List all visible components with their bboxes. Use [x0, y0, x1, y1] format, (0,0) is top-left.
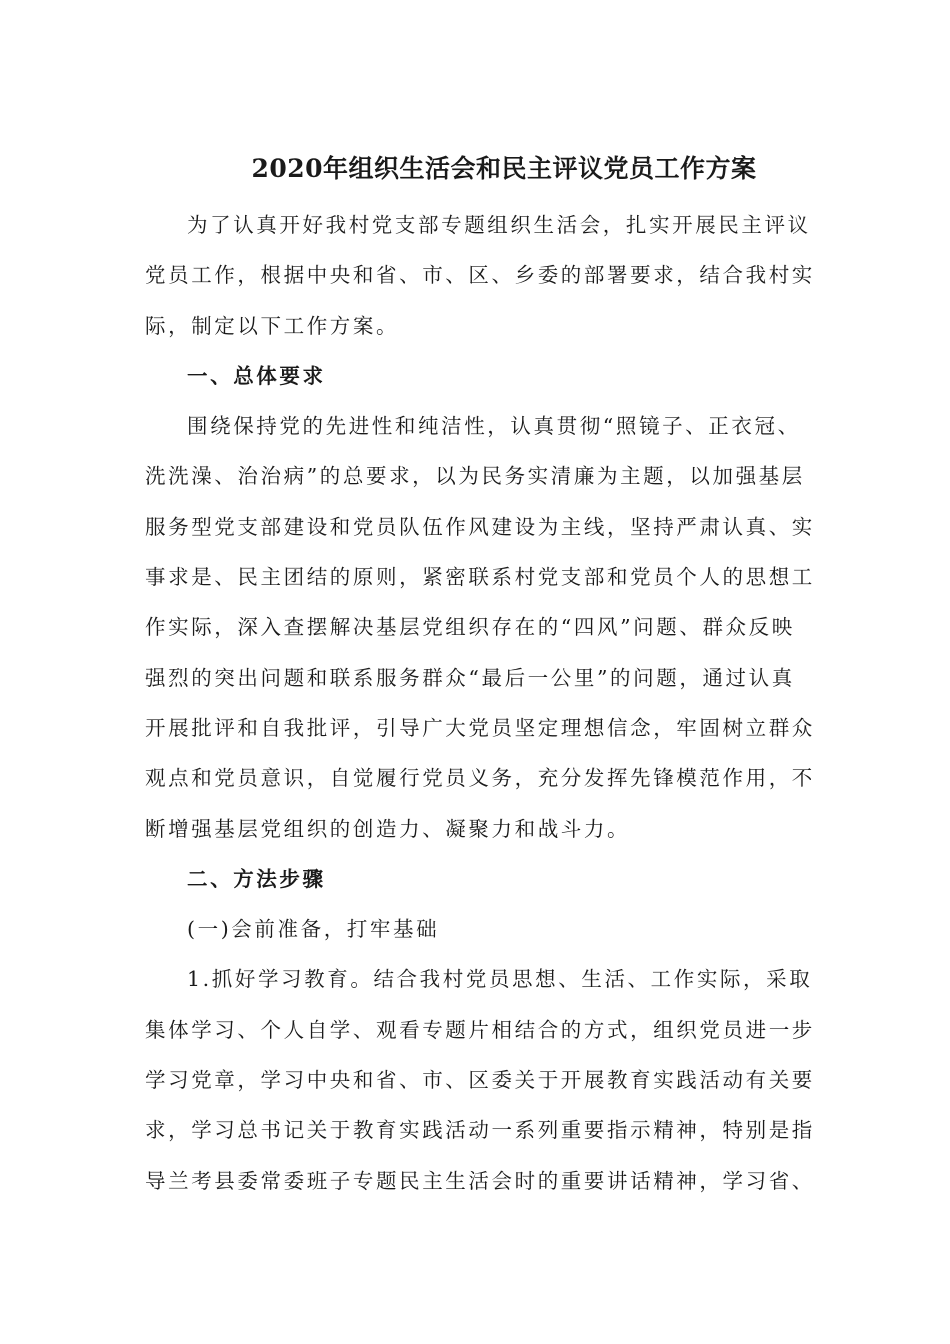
- paragraph-line: 断增强基层党组织的创造力、凝聚力和战斗力。: [145, 816, 631, 841]
- paragraph-line: 求，学习总书记关于教育实践活动一系列重要指示精神，特别是指: [145, 1118, 815, 1143]
- paragraph-line: 观点和党员意识，自觉履行党员义务，充分发挥先锋模范作用，不: [145, 766, 815, 791]
- paragraph-line: 1.抓好学习教育。结合我村党员思想、生活、工作实际，采取: [187, 967, 813, 992]
- document-body: [145, 200, 815, 1206]
- paragraph-line: 际，制定以下工作方案。: [145, 313, 400, 338]
- document-title: 2020年组织生活会和民主评议党员工作方案: [251, 154, 757, 183]
- paragraph-line: 强烈的突出问题和联系服务群众“最后一公里”的问题，通过认真: [145, 665, 795, 690]
- paragraph-line: 党员工作，根据中央和省、市、区、乡委的部署要求，结合我村实: [145, 263, 815, 288]
- paragraph-line: 导兰考县委常委班子专题民主生活会时的重要讲话精神，学习省、: [145, 1168, 815, 1193]
- paragraph-line: 学习党章，学习中央和省、市、区委关于开展教育实践活动有关要: [145, 1068, 815, 1093]
- section-heading: 一、总体要求: [187, 363, 326, 388]
- paragraph-line: 洗洗澡、治治病”的总要求，以为民务实清廉为主题，以加强基层: [145, 464, 805, 489]
- paragraph-line: 为了认真开好我村党支部专题组织生活会，扎实开展民主评议: [187, 213, 811, 237]
- paragraph-line: 开展批评和自我批评，引导广大党员坚定理想信念，牢固树立群众: [145, 715, 815, 740]
- paragraph-line: 集体学习、个人自学、观看专题片相结合的方式，组织党员进一步: [145, 1017, 815, 1042]
- paragraph-line: 服务型党支部建设和党员队伍作风建设为主线，坚持严肃认真、实: [145, 514, 815, 539]
- paragraph-line: 作实际，深入查摆解决基层党组织存在的“四风”问题、群众反映: [145, 615, 795, 640]
- section-heading: 二、方法步骤: [187, 866, 326, 891]
- paragraph-line: 围绕保持党的先进性和纯洁性，认真贯彻“照镜子、正衣冠、: [187, 414, 801, 439]
- subsection-heading: (一)会前准备，打牢基础: [187, 917, 440, 942]
- paragraph-line: 事求是、民主团结的原则，紧密联系村党支部和党员个人的思想工: [145, 565, 815, 590]
